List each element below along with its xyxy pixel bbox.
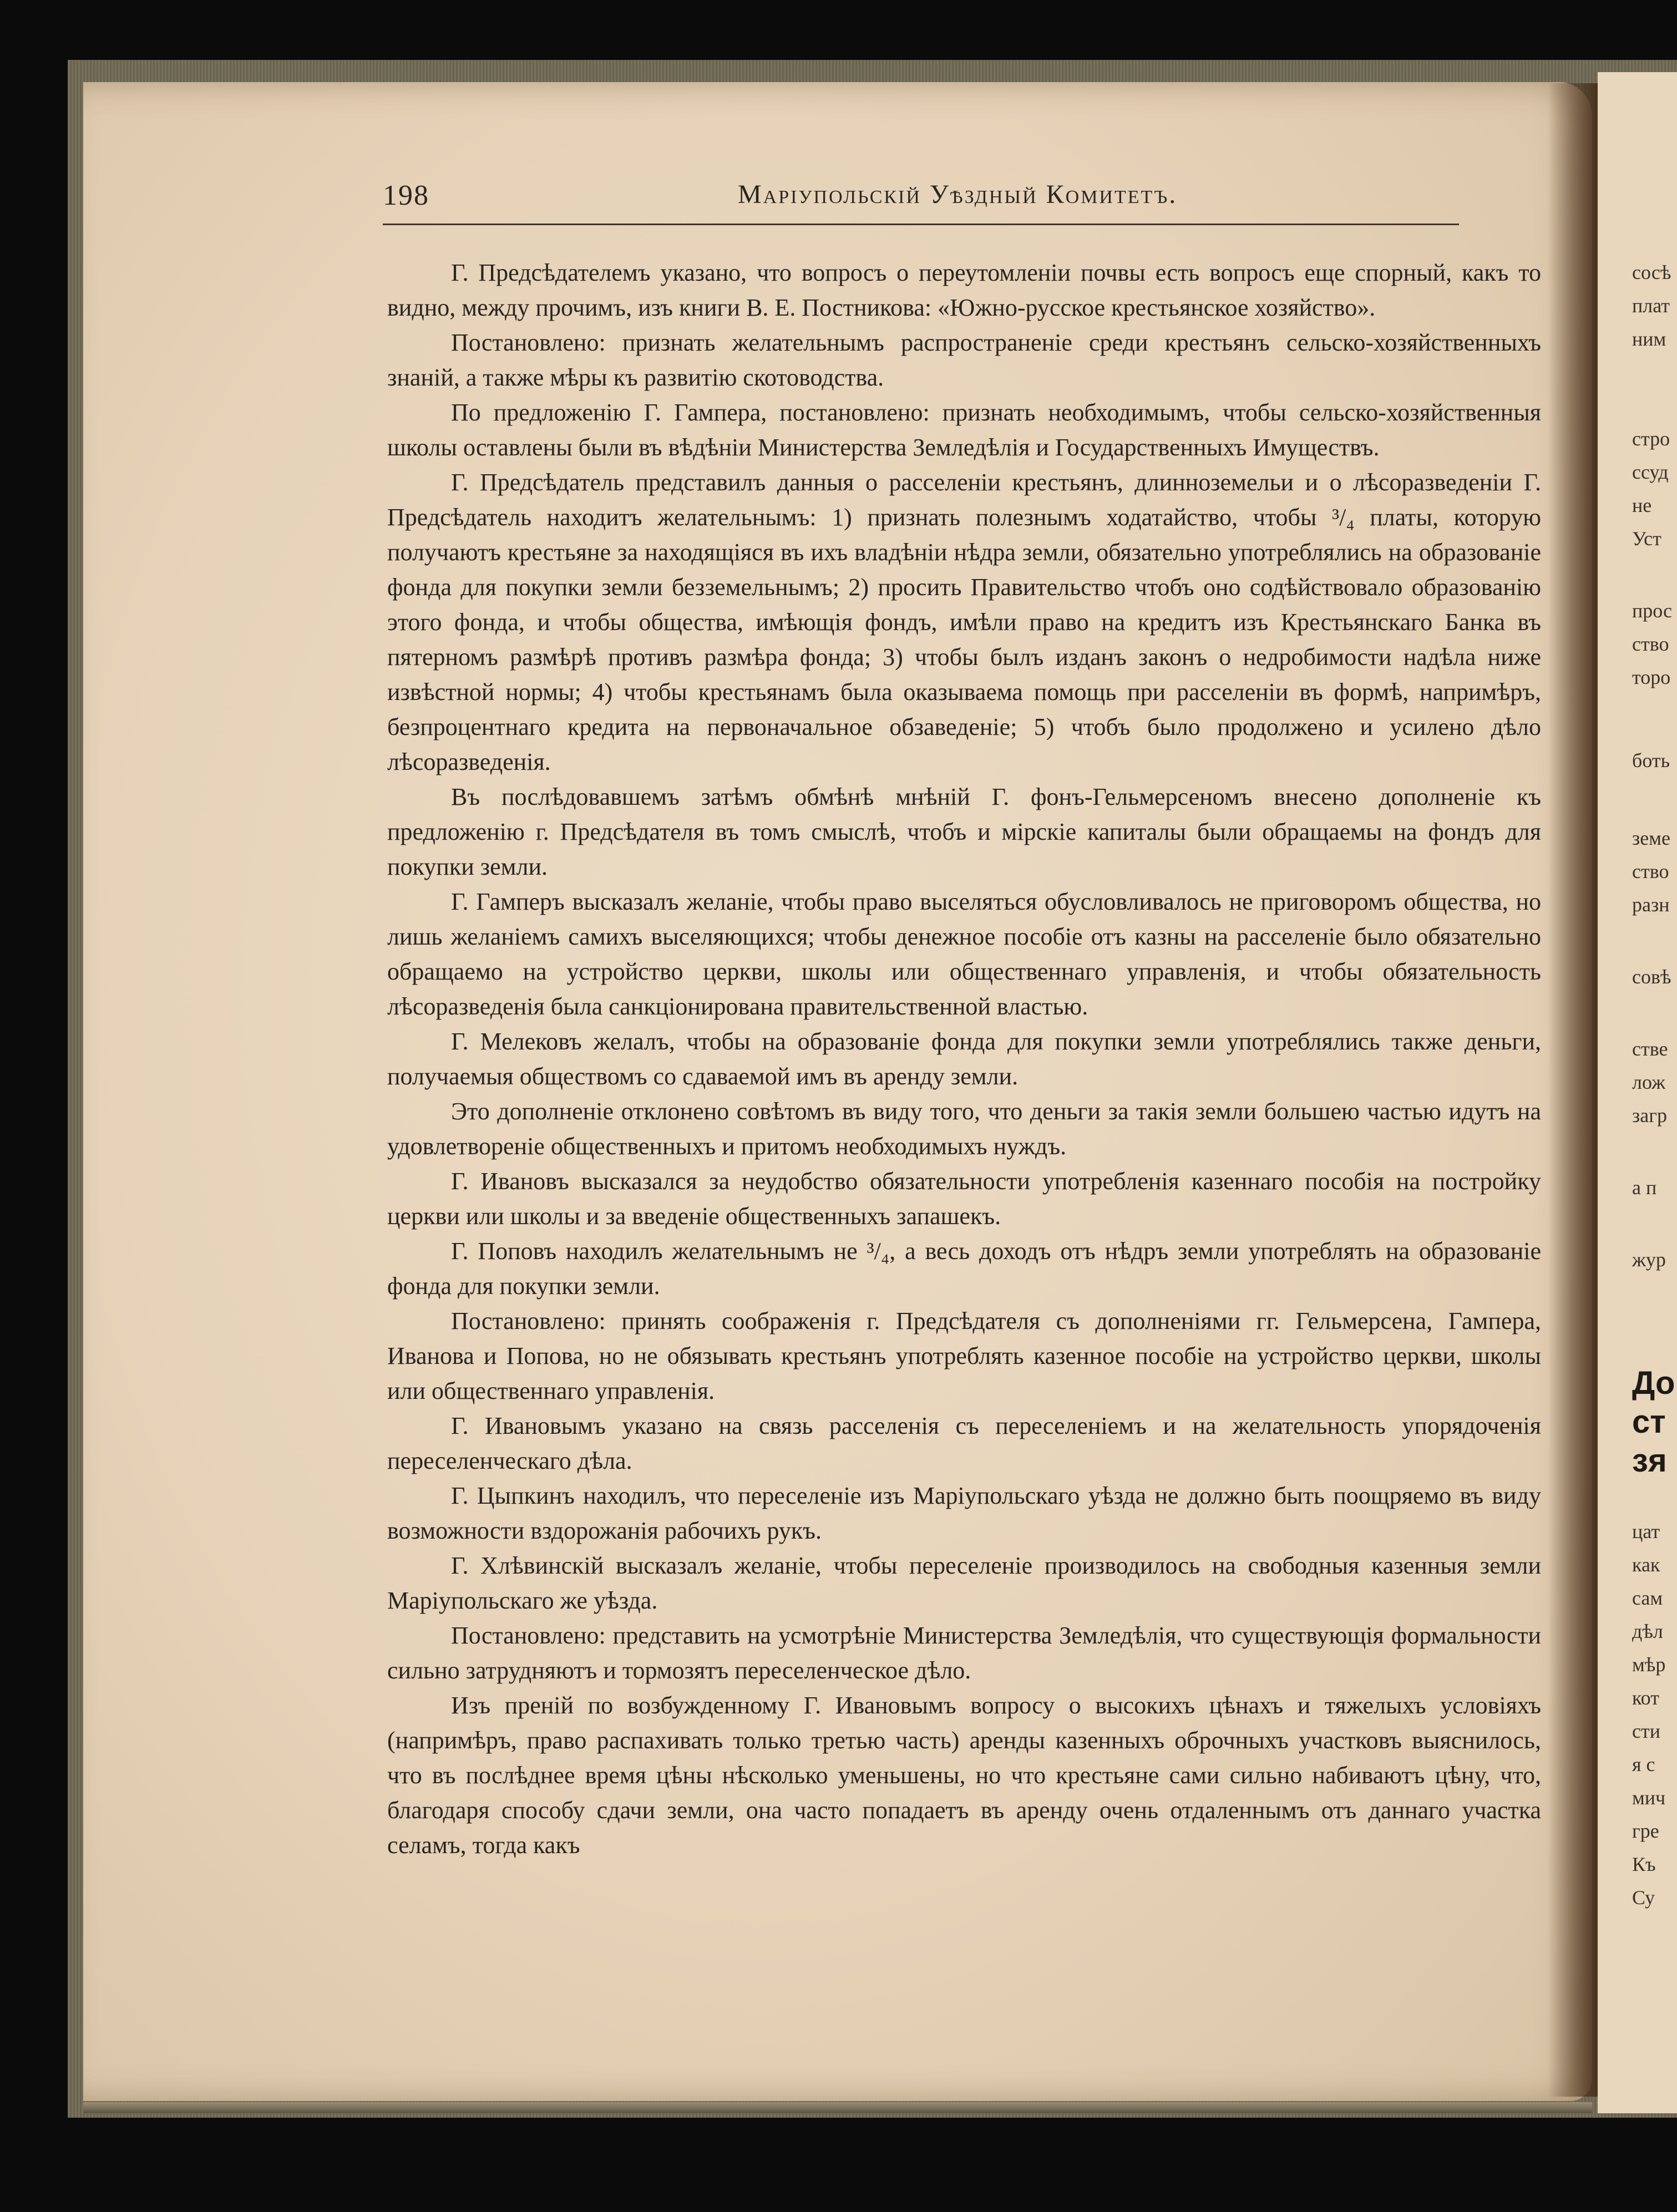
facing-page-text: мич xyxy=(1632,1787,1666,1809)
facing-page-text: мѣр xyxy=(1632,1653,1666,1676)
paragraph: Г. Хлѣвинскій высказалъ желаніе, чтобы переселеніе производилось на свободныя казенныя земли Маріупольскаго же уѣзда. xyxy=(387,1552,1541,1614)
page-bottom-edge xyxy=(83,2102,1592,2113)
facing-page-text: ст xyxy=(1632,1404,1666,1440)
facing-page-text: Су xyxy=(1632,1886,1655,1909)
paragraph: Постановлено: признать желательнымъ распространеніе среди крестьянъ сельско-хозяйственныхъ знаній, а также мѣры къ развитію скотоводства. xyxy=(387,329,1541,391)
paragraph: Г. Предсѣдатель представилъ данныя о расселеніи крестьянъ, длинноземельи и о лѣсоразведеніи Г. Предсѣдатель находитъ желательнымъ: 1) признать полезнымъ ходатайство, чтобы ³/₄ платы, которую получаютъ крестьяне за находящіяся въ ихъ владѣніи нѣдра земли, обязательно употреблялись на образованіе фонда для покупки земли безземельнымъ; 2) просить Правительство чтобъ оно содѣйствовало образованію этого фонда, и чтобы общества, имѣющія фондъ, имѣли право на кредитъ изъ Крестьянскаго Банка въ пятерномъ размѣрѣ противъ размѣра фонда; 3) чтобы былъ изданъ законъ о недробимости надѣла ниже извѣстной нормы; 4) чтобы крестьянамъ была оказываема помощь при расселеніи въ формѣ, напримѣръ, безпроцентнаго кредита на первоначальное обзаведеніе; 5) чтобъ было продолжено и усилено дѣло лѣсоразведенія. xyxy=(387,469,1541,775)
paragraph: Г. Ивановъ высказался за неудобство обязательности употребленія казеннаго пособія на постройку церкви или школы и за введеніе общественныхъ запашекъ. xyxy=(387,1168,1541,1230)
facing-page-text: До xyxy=(1632,1365,1675,1401)
facing-page-text: стро xyxy=(1632,428,1670,450)
facing-page-text: совѣ xyxy=(1632,966,1671,988)
facing-page-text: зя xyxy=(1632,1443,1667,1479)
facing-page-text: сам xyxy=(1632,1587,1663,1609)
facing-page-text: как xyxy=(1632,1554,1660,1576)
facing-page-text: плат xyxy=(1632,295,1670,317)
facing-page-text: сти xyxy=(1632,1720,1660,1742)
facing-page-text: Уст xyxy=(1632,527,1661,550)
paragraph: По предложенію Г. Гампера, постановлено: признать необходимымъ, чтобы сельско-хозяйственныя школы оставлены были въ вѣдѣніи Министерства Земледѣлія и Государственныхъ Имуществъ. xyxy=(387,399,1541,461)
body-text xyxy=(387,255,1541,1863)
facing-page-text: Къ xyxy=(1632,1853,1656,1875)
facing-page-text: лож xyxy=(1632,1071,1665,1093)
paragraph: Г. Предсѣдателемъ указано, что вопросъ о переутомленіи почвы есть вопросъ еще спорный, какъ то видно, между прочимъ, изъ книги В. Е. Постникова: «Южно-русское крестьянское хозяйство». xyxy=(387,259,1541,321)
page-number: 198 xyxy=(383,180,429,211)
paragraph: Это дополненіе отклонено совѣтомъ въ виду того, что деньги за такія земли большею частью идутъ на удовлетвореніе общественныхъ и притомъ необходимыхъ нуждъ. xyxy=(387,1098,1541,1160)
facing-page-text: прос xyxy=(1632,600,1673,622)
paragraph: Г. Поповъ находилъ желательнымъ не ³/₄, а весь доходъ отъ нѣдръ земли употреблять на образованіе фонда для покупки земли. xyxy=(387,1237,1541,1300)
paragraph: Постановлено: принять соображенія г. Предсѣдателя съ дополненіями гг. Гельмерсена, Гампера, Иванова и Попова, но не обязывать крестьянъ употреблять казенное пособіе на устройство церкви, школы или общественнаго управленія. xyxy=(387,1307,1541,1404)
facing-page-text: жур xyxy=(1632,1249,1666,1271)
facing-page-text: ство xyxy=(1632,633,1669,655)
facing-page-text: сосѣ xyxy=(1632,261,1671,283)
paragraph: Г. Ивановымъ указано на связь расселенія съ переселеніемъ и на желательность упорядоченія переселенческаго дѣла. xyxy=(387,1412,1541,1474)
paragraph: Г. Мелековъ желалъ, чтобы на образованіе фонда для покупки земли употреблялись также деньги, получаемыя обществомъ со сдаваемой имъ въ аренду земли. xyxy=(387,1028,1541,1090)
facing-page-text: ссуд xyxy=(1632,461,1669,483)
facing-page-text: загр xyxy=(1632,1104,1667,1127)
paragraph: Постановлено: представить на усмотрѣніе Министерства Земледѣлія, что существующія формальности сильно затрудняютъ и тормозятъ переселенческое дѣло. xyxy=(387,1622,1541,1684)
facing-page-text: а п xyxy=(1632,1176,1657,1199)
facing-page-text: стве xyxy=(1632,1038,1668,1060)
facing-page-text: земе xyxy=(1632,827,1670,849)
facing-page-fragment xyxy=(1598,72,1677,2113)
paragraph: Г. Гамперъ высказалъ желаніе, чтобы право выселяться обусловливалось не приговоромъ общества, но лишь желаніемъ самихъ выселяющихся; чтобы денежное пособіе отъ казны на расселеніе было обязательно обращаемо на устройство церкви, школы или общественнаго управленія, и чтобы обязательность лѣсоразведенія была санкціонирована правительственной властью. xyxy=(387,888,1541,1020)
facing-page-text: торо xyxy=(1632,666,1671,688)
facing-page-text: дѣл xyxy=(1632,1620,1663,1642)
page-header xyxy=(383,179,1459,225)
facing-page-text: разн xyxy=(1632,894,1670,916)
facing-page-text: ство xyxy=(1632,860,1669,882)
facing-page-text: цат xyxy=(1632,1520,1660,1543)
facing-page-text: ним xyxy=(1632,328,1666,350)
page-gutter xyxy=(1548,83,1598,2097)
facing-page-text: не xyxy=(1632,494,1652,516)
paragraph: Въ послѣдовавшемъ затѣмъ обмѣнѣ мнѣній Г. фонъ-Гельмерсеномъ внесено дополненіе къ предложенію г. Предсѣдателя въ томъ смыслѣ, чтобъ и мірскіе капиталы были обращаемы на фондъ для покупки земли. xyxy=(387,783,1541,880)
paragraph: Изъ преній по возбужденному Г. Ивановымъ вопросу о высокихъ цѣнахъ и тяжелыхъ условіяхъ (напримѣръ, право распахивать только третью часть) аренды казенныхъ оброчныхъ участковъ выяснилось, что въ послѣднее время цѣны нѣсколько уменьшены, но что крестьяне сами сильно набиваютъ цѣну, что, благодаря способу сдачи земли, она часто попадаетъ въ аренду очень отдаленнымъ отъ даннаго участка селамъ, тогда какъ xyxy=(387,1692,1541,1859)
facing-page-text: боть xyxy=(1632,749,1670,772)
facing-page-text: гре xyxy=(1632,1820,1659,1842)
running-title: Маріупольскій Уѣздный Комитетъ. xyxy=(738,180,1178,209)
facing-page-text: кот xyxy=(1632,1687,1659,1709)
facing-page-text: я с xyxy=(1632,1753,1655,1775)
paragraph: Г. Цыпкинъ находилъ, что переселеніе изъ Маріупольскаго уѣзда не должно быть поощряемо въ виду возможности вздорожанія рабочихъ рукъ. xyxy=(387,1482,1541,1544)
